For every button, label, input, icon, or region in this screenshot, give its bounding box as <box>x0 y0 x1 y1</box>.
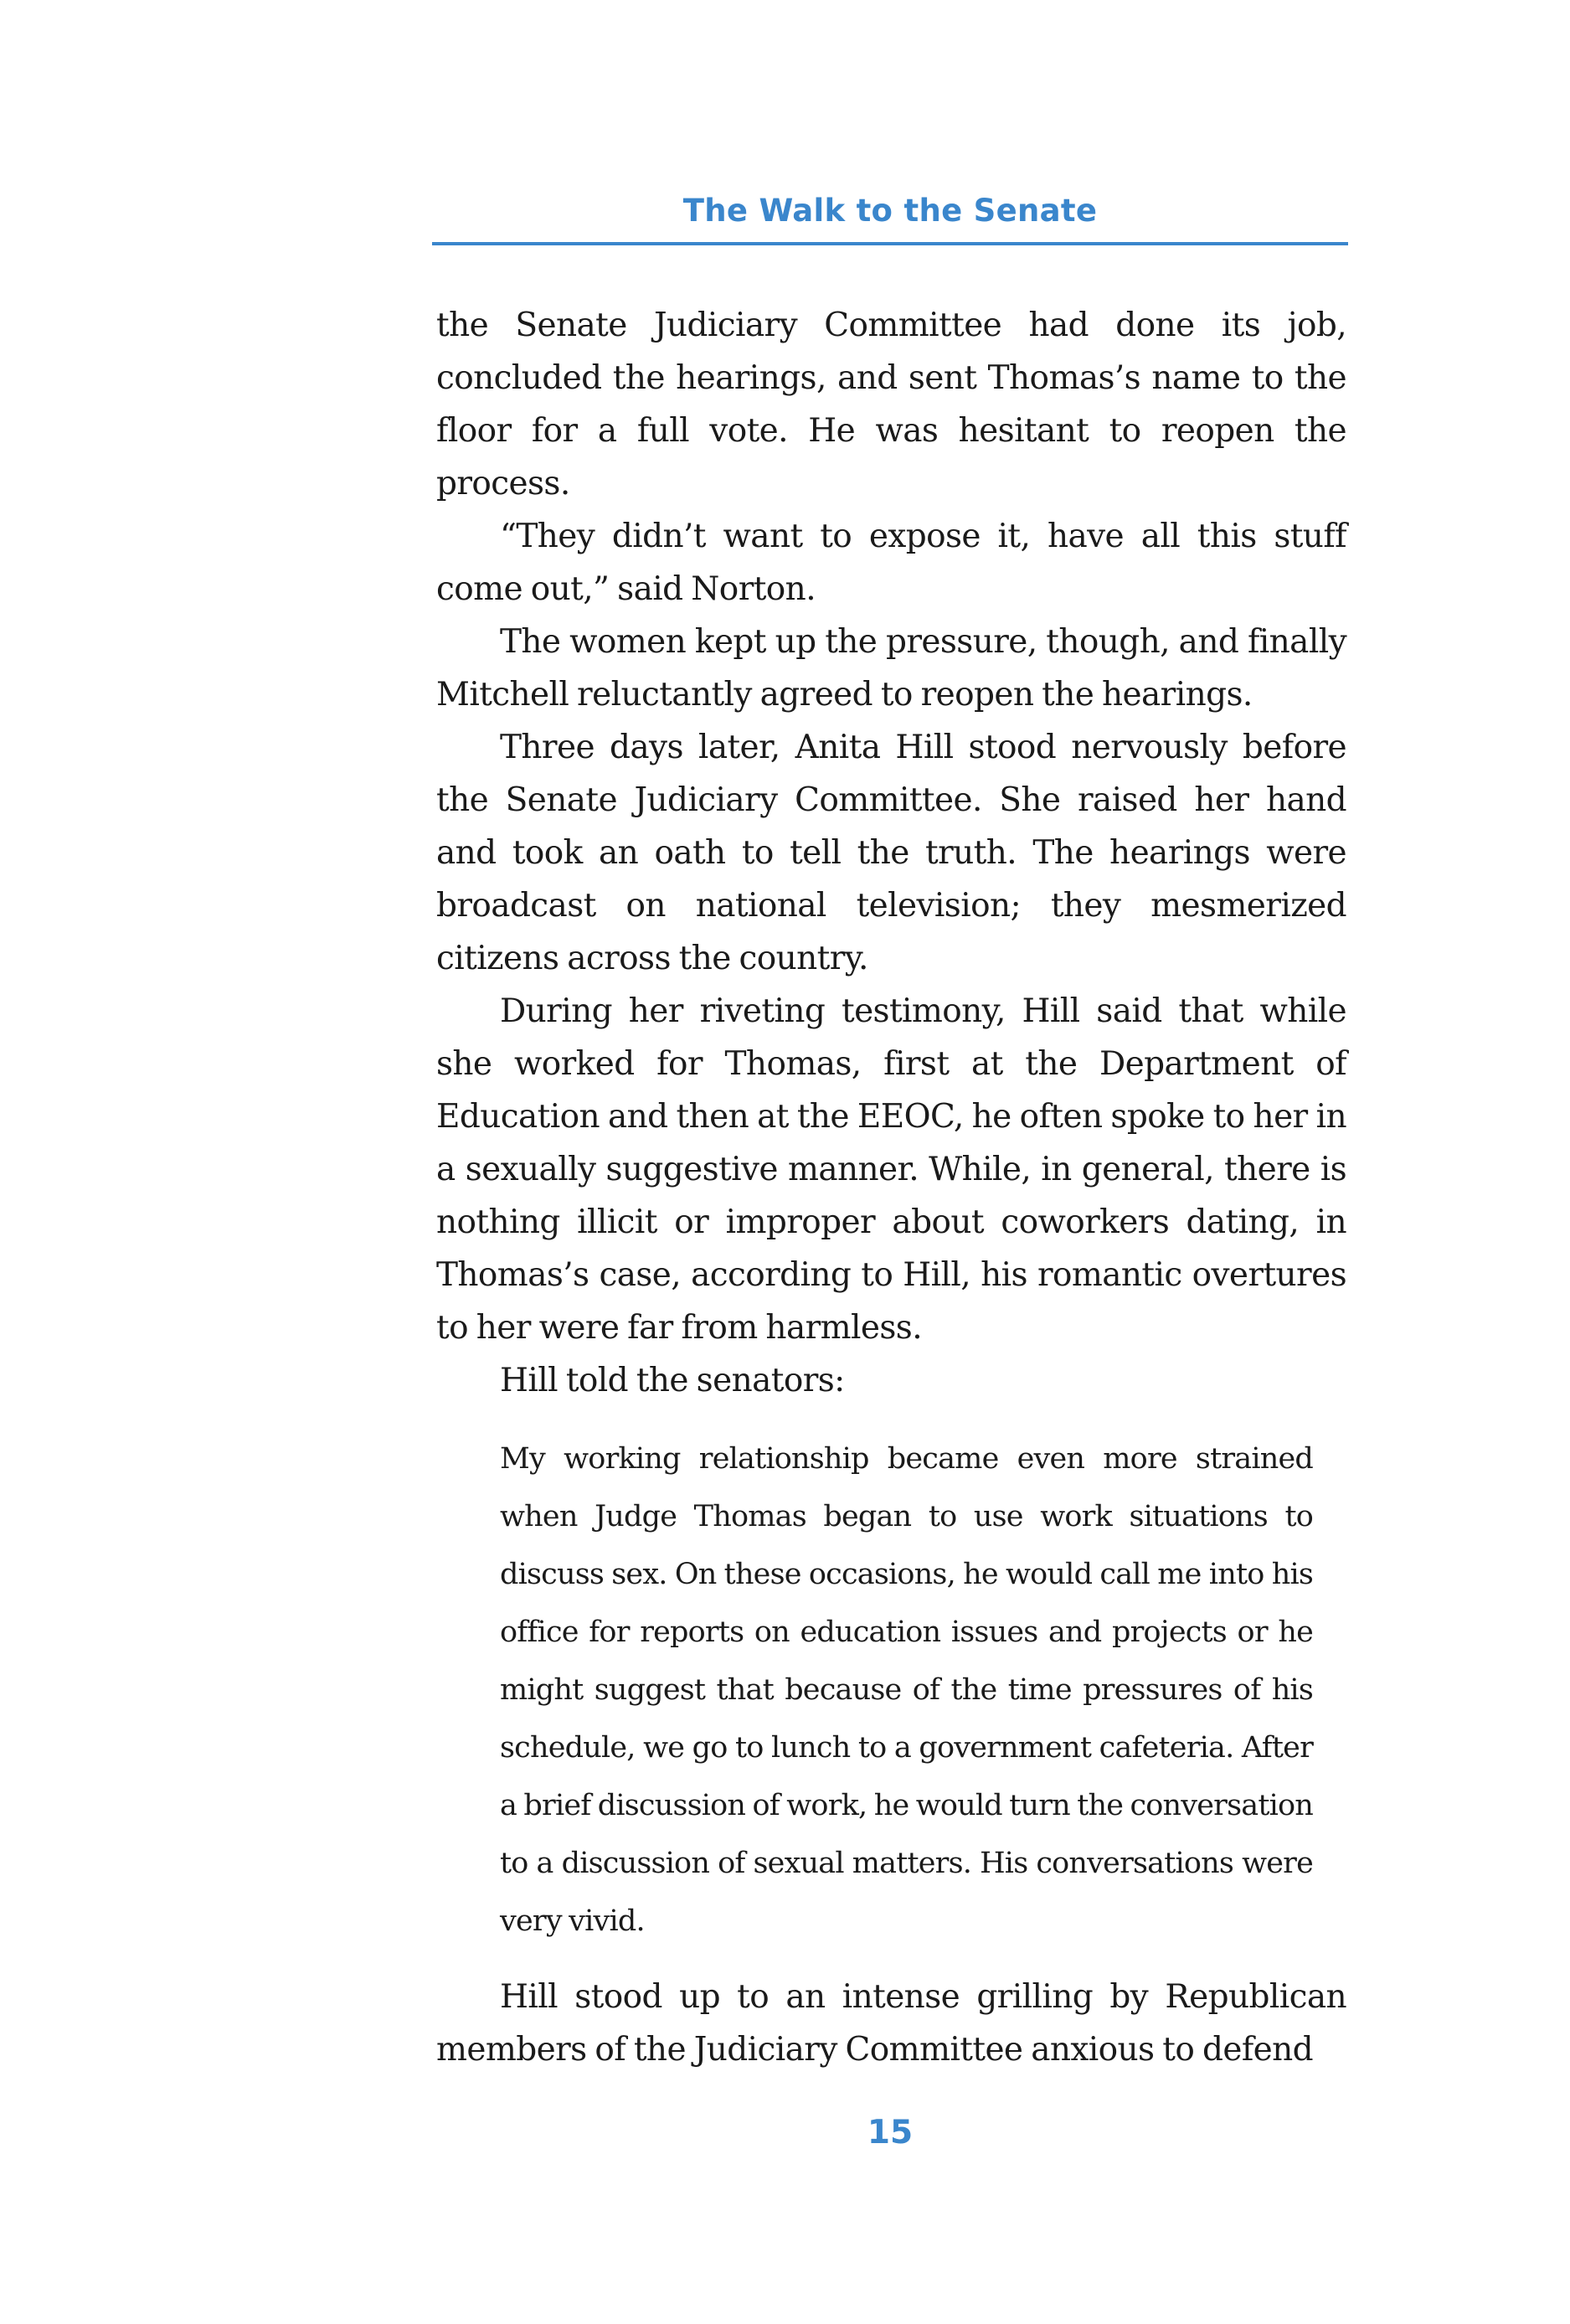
block-quote <box>500 1430 1313 1950</box>
paragraph-testimony: During her riveting testimony, Hill said that while she worked for Thomas, first at the Department of Education and then at the EEOC, he often spoke to her in a sexually suggestive manner. While, in general, there is nothing illicit or improper about coworkers dating, in Thomas’s case, according to Hill, his romantic overtures to her were far from harmless. <box>436 992 1346 1347</box>
paragraph-continued: the Senate Judiciary Committee had done its job, concluded the hearings, and sent Thomas’s name to the floor for a full vote. He was hesitant to reopen the process. <box>436 307 1346 502</box>
paragraph-grilling: Hill stood up to an intense grilling by Republican members of the Judiciary Committee anxious to defend <box>436 1978 1346 2069</box>
header-rule <box>432 242 1348 245</box>
paragraph-pressure: The women kept up the pressure, though, and finally Mitchell reluctantly agreed to reopen the hearings. <box>436 623 1346 714</box>
page-number: 15 <box>867 2114 914 2151</box>
paragraph-hill-oath: Three days later, Anita Hill stood nervously before the Senate Judiciary Committee. She raised her hand and took an oath to tell the truth. The hearings were broadcast on national television; they mesmerized citizens across the country. <box>436 729 1346 977</box>
running-head-title: The Walk to the Senate <box>682 193 1098 229</box>
body-text <box>436 299 1346 2076</box>
block-quote-text: My working relationship became even more strained when Judge Thomas began to use work situations to discuss sex. On these occasions, he would call me into his office for reports on education issues and projects or he might suggest that because of the time pressures of his schedule, we go to lunch to a government cafeteria. After a brief discussion of work, he would turn the conversation to a discussion of sexual matters. His conversations were very vivid. <box>500 1442 1313 1938</box>
paragraph-hill-told: Hill told the senators: <box>500 1362 845 1399</box>
paragraph-norton-quote: “They didn’t want to expose it, have all this stuff come out,” said Norton. <box>436 518 1346 608</box>
